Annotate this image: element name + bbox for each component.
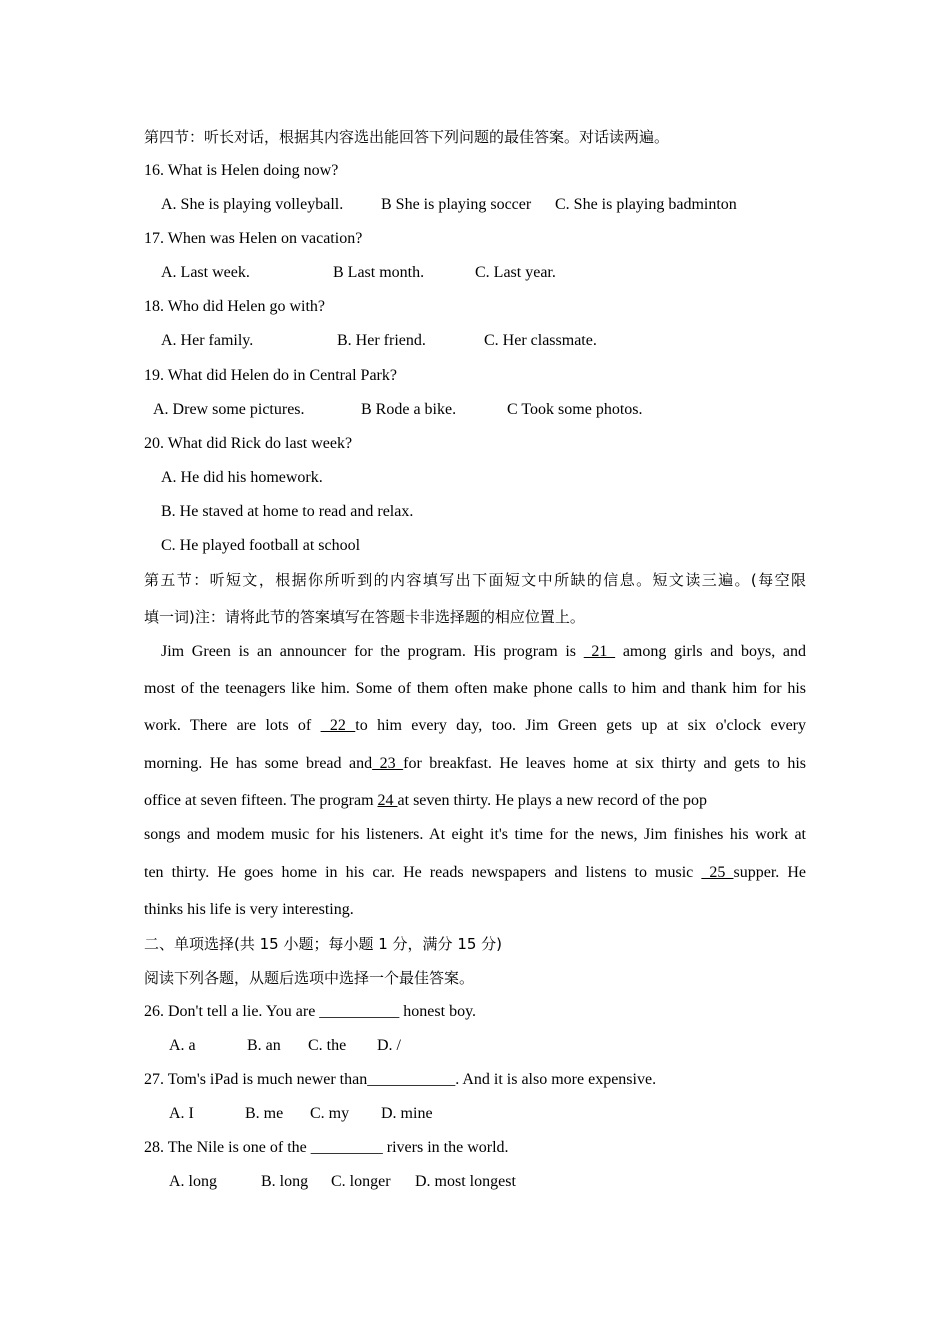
passage-text: Jim Green is an announcer for the program. His program is [161, 643, 584, 660]
section5-header-line2: 填一词)注：请将此节的答案填写在答题卡非选择题的相应位置上。 [144, 608, 585, 626]
q16-option-b: B She is playing soccer [381, 196, 532, 213]
q27-option-c: C. my [310, 1105, 350, 1122]
question-26: 26. Don't tell a lie. You are __________ honest boy. [144, 1003, 477, 1020]
q27-option-d: D. mine [381, 1105, 433, 1122]
q28-option-d: D. most longest [415, 1173, 516, 1190]
passage-text: ten thirty. He goes home in his car. He reads newspapers and listens to music [144, 864, 702, 881]
passage-text: to him every day, too. Jim Green gets up at six o'clock every [355, 717, 807, 734]
passage-line-7 [144, 863, 806, 883]
q27-option-b: B. me [245, 1105, 284, 1122]
q27-option-a: A. I [169, 1105, 194, 1122]
passage-text: most of the teenagers like him. Some of them often make phone calls to him and thank him for his [144, 680, 806, 697]
q19-option-c: C Took some photos. [507, 401, 643, 418]
passage-text: morning. He has some bread and [144, 755, 373, 772]
passage-line-5 [144, 791, 707, 811]
question-27: 27. Tom's iPad is much newer than___________. And it is also more expensive. [144, 1071, 657, 1088]
q18-option-a: A. Her family. [161, 332, 254, 349]
passage-line-2 [144, 679, 806, 699]
passage-text: for breakfast. He leaves home at six thirty and gets to his [403, 755, 807, 772]
q18-option-c: C. Her classmate. [484, 332, 597, 349]
q17-option-c: C. Last year. [475, 264, 556, 281]
q19-option-a: A. Drew some pictures. [153, 401, 305, 418]
blank-25: 25 [701, 864, 734, 881]
passage-text: supper. He [733, 864, 806, 881]
q17-option-a: A. Last week. [161, 264, 250, 281]
question-18: 18. Who did Helen go with? [144, 298, 326, 315]
q20-option-a: A. He did his homework. [161, 469, 323, 486]
q28-option-c: C. longer [331, 1173, 391, 1190]
q20-option-b: B. He staved at home to read and relax. [161, 503, 414, 520]
q26-option-b: B. an [247, 1037, 281, 1054]
section4-header: 第四节：听长对话，根据其内容选出能回答下列问题的最佳答案。对话读两遍。 [144, 128, 670, 146]
q16-option-a: A. She is playing volleyball. [161, 196, 344, 213]
question-16: 16. What is Helen doing now? [144, 162, 339, 179]
question-17: 17. When was Helen on vacation? [144, 230, 363, 247]
passage-line-3 [144, 716, 806, 736]
q26-option-c: C. the [308, 1037, 347, 1054]
question-20: 20. What did Rick do last week? [144, 435, 353, 452]
part2-title: 二、单项选择(共 15 小题；每小题 1 分，满分 15 分) [144, 935, 503, 953]
section5-header-line1: 第五节：听短文，根据你所听到的内容填写出下面短文中所缺的信息。短文读三遍。(每空限 [144, 571, 806, 589]
blank-21: 21 [583, 643, 616, 660]
passage-text: at seven thirty. He plays a new record of the pop [397, 792, 708, 809]
passage-line-4 [144, 754, 806, 774]
q26-option-a: A. a [169, 1037, 196, 1054]
q20-option-c: C. He played football at school [161, 537, 361, 554]
q16-option-c: C. She is playing badminton [555, 196, 737, 213]
q28-option-a: A. long [169, 1173, 217, 1190]
passage-text: office at seven fifteen. The program [144, 792, 378, 809]
passage-text: among girls and boys, and [615, 643, 807, 660]
blank-24: 24 [377, 792, 398, 809]
q17-option-b: B Last month. [333, 264, 425, 281]
passage-text: work. There are lots of [144, 717, 321, 734]
q28-option-b: B. long [261, 1173, 309, 1190]
q18-option-b: B. Her friend. [337, 332, 426, 349]
passage-line-6 [144, 825, 806, 845]
part2-instruction: 阅读下列各题，从题后选项中选择一个最佳答案。 [144, 969, 475, 987]
passage-line-1 [161, 642, 806, 662]
passage-text: songs and modem music for his listeners. At eight it's time for the news, Jim finishes his work at [144, 826, 806, 843]
q19-option-b: B Rode a bike. [361, 401, 457, 418]
blank-23: 23 [372, 755, 404, 772]
passage-line-8: thinks his life is very interesting. [144, 901, 354, 918]
blank-22: 22 [320, 717, 356, 734]
q26-option-d: D. / [377, 1037, 401, 1054]
question-28: 28. The Nile is one of the _________ rivers in the world. [144, 1139, 509, 1156]
question-19: 19. What did Helen do in Central Park? [144, 367, 397, 384]
